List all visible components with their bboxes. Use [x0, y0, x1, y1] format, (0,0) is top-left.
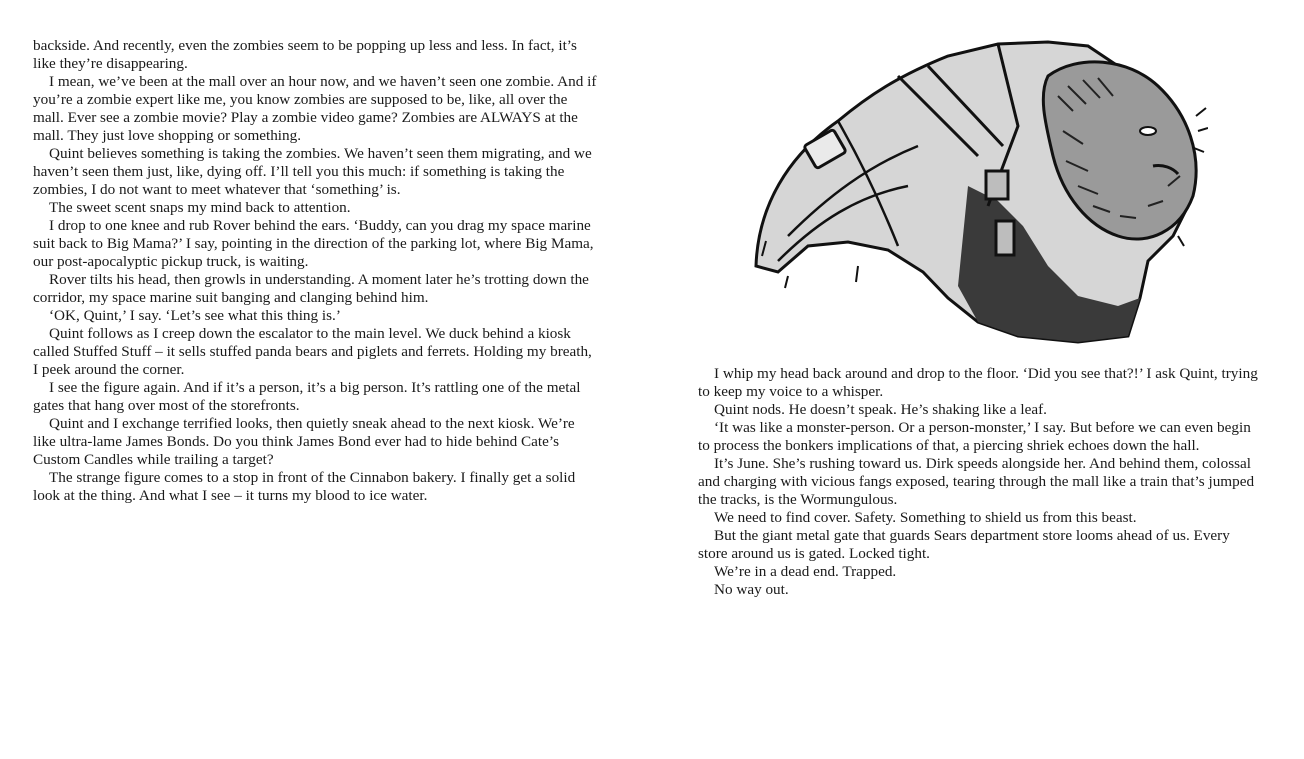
buckle-shape [986, 171, 1008, 199]
right-page-text [698, 365, 1261, 599]
paragraph: Quint believes something is taking the zombies. We haven’t seen them migrating, and we haven’t seen them just, like, dying off. I’ll tell you this much: if something is taking the zombies, I do not want to meet whatever that ‘something’ is. [33, 145, 592, 198]
buckle-shape [996, 221, 1014, 255]
paragraph: I see the figure again. And if it’s a person, it’s a big person. It’s rattling one of the metal gates that hang over most of the storefronts. [33, 379, 581, 414]
paragraph: Rover tilts his head, then growls in understanding. A moment later he’s trotting down the corridor, my space marine suit banging and clanging behind him. [33, 271, 589, 306]
paragraph: I whip my head back around and drop to the floor. ‘Did you see that?!’ I ask Quint, trying to keep my voice to a whisper. [698, 365, 1258, 400]
paragraph: ‘It was like a monster-person. Or a person-monster,’ I say. But before we can even begin to process the bonkers implications of that, a piercing shriek echoes down the hall. [698, 419, 1251, 454]
paragraph: I mean, we’ve been at the mall over an hour now, and we haven’t seen one zombie. And if you’re a zombie expert like me, you know zombies are supposed to be, like, all over the mall. Ever see a zombie movie? Play a zombie video game? Zombies are ALWAYS at the mall. They just love shopping or something. [33, 73, 597, 144]
paragraph: backside. And recently, even the zombies seem to be popping up less and less. In fact, it’s like they’re disappearing. [33, 37, 577, 72]
paragraph: But the giant metal gate that guards Sears department store looms ahead of us. Every store around us is gated. Locked tight. [698, 527, 1230, 562]
paragraph: ‘OK, Quint,’ I say. ‘Let’s see what this thing is.’ [49, 307, 341, 324]
left-page-text [33, 37, 599, 505]
paragraph: We’re in a dead end. Trapped. [714, 563, 897, 580]
paragraph: Quint and I exchange terrified looks, then quietly sneak ahead to the next kiosk. We’re like ultra-lame James Bonds. Do you think James Bond ever had to hide behind Cate’s Custom Candles while trailing a target? [33, 415, 575, 468]
paragraph: We need to find cover. Safety. Something to shield us from this beast. [714, 509, 1137, 526]
paragraph: I drop to one knee and rub Rover behind the ears. ‘Buddy, can you drag my space marine suit back to Big Mama?’ I say, pointing in the direction of the parking lot, where Big Mama, our post-apocalyptic pickup truck, is waiting. [33, 217, 594, 270]
paragraph: Quint follows as I creep down the escalator to the main level. We duck behind a kiosk called Stuffed Stuff – it sells stuffed panda bears and piglets and ferrets. Holding my breath, I peek around the corner. [33, 325, 592, 378]
monster-figure-illustration [748, 36, 1208, 348]
paragraph: The sweet scent snaps my mind back to attention. [49, 199, 351, 216]
paragraph: Quint nods. He doesn’t speak. He’s shaking like a leaf. [714, 401, 1047, 418]
motion-lines [1194, 108, 1208, 152]
paragraph: No way out. [714, 581, 789, 598]
eye-shape [1140, 127, 1156, 135]
paragraph: It’s June. She’s rushing toward us. Dirk speeds alongside her. And behind them, colossal and charging with vicious fangs exposed, tearing through the mall like a train that’s jumped the tracks, is the Wormungulous. [698, 455, 1255, 508]
paragraph: The strange figure comes to a stop in front of the Cinnabon bakery. I finally get a solid look at the thing. And what I see – it turns my blood to ice water. [33, 469, 576, 504]
